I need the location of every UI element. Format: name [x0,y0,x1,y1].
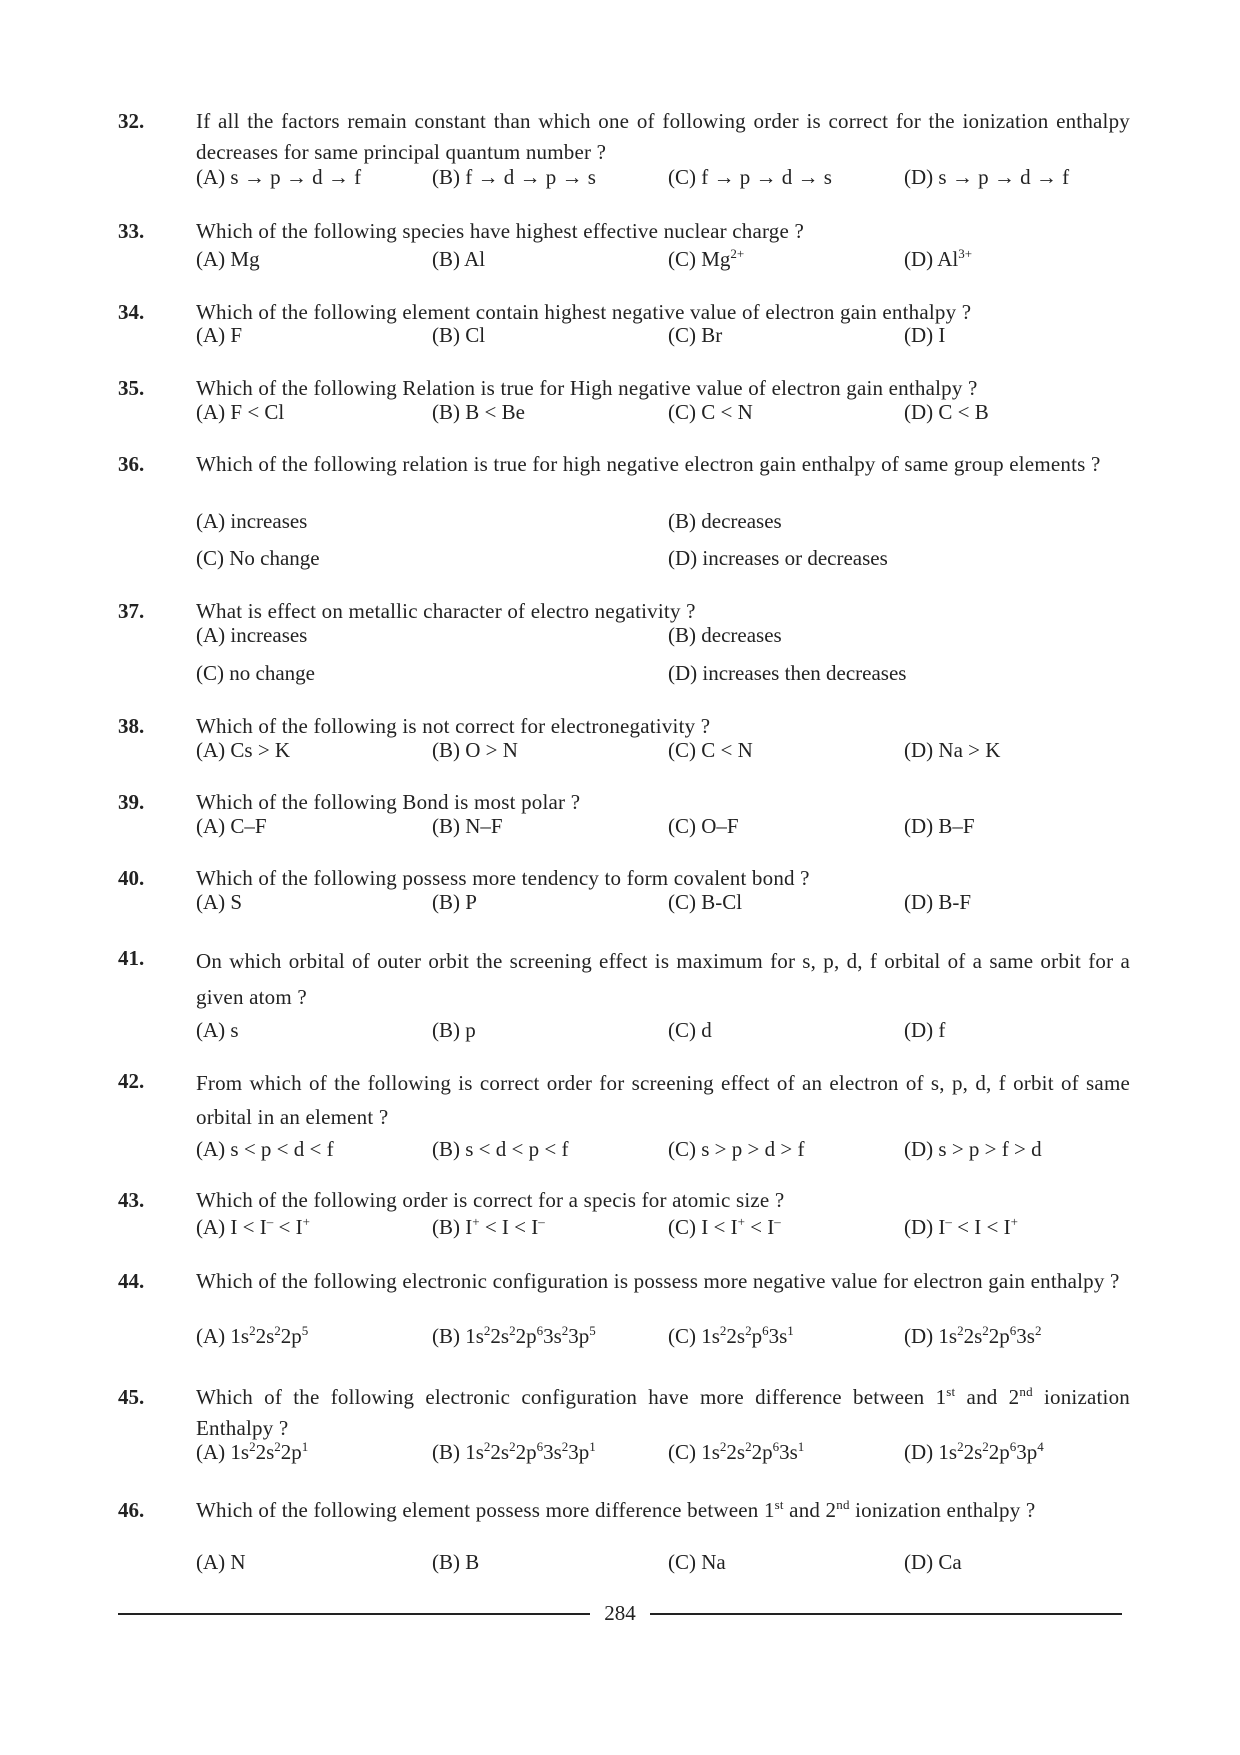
question-text: Which of the following is not correct for electronegativity ? [196,714,711,738]
answer-option: (B) $1s^22s^22p^63s^23p^1$ [432,1439,596,1464]
answer-option: (B) Al [432,247,486,271]
question-text: From which of the following is correct order for screening effect of an electron of s, p, d, f orbit of same orbital in an element ? [196,1071,1130,1129]
answer-option: (D) B–F [904,814,975,838]
question-number: 35. [118,376,145,400]
answer-option: (C) d [668,1018,712,1042]
question-text: Which of the following species have highest effective nuclear charge ? [196,219,804,243]
answer-option: (C) Br [668,323,723,347]
answer-option: (B) N–F [432,814,503,838]
answer-option: (B) $1s^22s^22p^63s^23p^5$ [432,1323,596,1348]
answer-option: (A) F [196,323,243,347]
answer-option: (C) s > p > d > f [668,1137,805,1161]
answer-option: (B) P [432,890,477,914]
question-number: 37. [118,599,145,623]
answer-option: (C) $1s^22s^2p^63s^1$ [668,1323,794,1348]
question-text: What is effect on metallic character of electro negativity ? [196,599,696,623]
question-number: 44. [118,1269,145,1293]
question-text: If all the factors remain constant than which one of following order is correct for the ionization enthalpy decreases for same principal quantum number ? [196,109,1130,164]
answer-option: (D) B-F [904,890,972,914]
answer-option: (B) B [432,1550,480,1574]
answer-option: (B) f → d → p → s [432,165,596,189]
answer-option: (B) B < Be [432,400,525,424]
question-number: 40. [118,866,145,890]
question-number: 34. [118,300,145,324]
answer-option: (D) $1s^22s^22p^63s^2$ [904,1323,1042,1348]
answer-option: (C) C < N [668,400,753,424]
question-text: Which of the following electronic configuration is possess more negative value for electron gain enthalpy ? [196,1269,1120,1293]
answer-option: (A) s < p < d < f [196,1137,334,1161]
question-number: 39. [118,790,145,814]
answer-option: (D) I– < I < I+ [904,1214,1018,1239]
answer-option: (A) S [196,890,243,914]
question-text: Which of the following order is correct for a specis for atomic size ? [196,1188,785,1212]
answer-option: (D) f [904,1018,946,1042]
question-text: Which of the following element possess more difference between 1st and 2nd ionization enthalpy ? [196,1497,1036,1522]
answer-option: (C) $1s^22s^22p^63s^1$ [668,1439,805,1464]
question-text: Which of the following Bond is most polar ? [196,790,581,814]
question-number: 43. [118,1188,145,1212]
answer-option: (C) no change [196,661,315,685]
question-text: Which of the following possess more tendency to form covalent bond ? [196,866,810,890]
answer-option: (A) Cs > K [196,738,291,762]
answer-option: (B) decreases [668,509,782,533]
answer-option: (A) increases [196,509,308,533]
question-number: 46. [118,1498,145,1522]
answer-option: (D) increases or decreases [668,546,888,570]
question-text: Which of the following relation is true for high negative electron gain enthalpy of same group elements ? [196,452,1101,476]
answer-option: (A) $1s^22s^22p^1$ [196,1439,309,1464]
answer-option: (D) increases then decreases [668,661,907,685]
answer-option: (A) s → p → d → f [196,165,362,189]
answer-option: (B) p [432,1018,476,1042]
answer-option: (D) $Al^{3+}$ [904,246,973,271]
answer-option: (D) s → p → d → f [904,165,1070,189]
question-number: 41. [118,946,145,970]
answer-option: (A) N [196,1550,246,1574]
answer-option: (A) C–F [196,814,267,838]
answer-option: (B) I+ < I < I– [432,1214,545,1239]
question-number: 36. [118,452,145,476]
question-number: 33. [118,219,145,243]
answer-option: (B) decreases [668,623,782,647]
answer-option: (C) C < N [668,738,753,762]
answer-option: (C) O–F [668,814,739,838]
answer-option: (B) O > N [432,738,518,762]
answer-option: (A) Mg [196,247,260,271]
answer-option: (C) Na [668,1550,726,1574]
page-number: 284 [604,1601,636,1625]
question-text: Which of the following Relation is true for High negative value of electron gain enthalpy ? [196,376,978,400]
question-text: Which of the following element contain highest negative value of electron gain enthalpy ? [196,300,972,324]
question-text: Which of the following electronic configuration have more difference between 1st and 2nd ionization Enthalpy ? [196,1384,1130,1440]
answer-option: (C) $Mg^{2+}$ [668,246,745,271]
answer-option: (A) I < I– < I+ [196,1214,310,1239]
answer-option: (A) $1s^22s^22p^5$ [196,1323,309,1348]
answer-option: (C) B-Cl [668,890,743,914]
answer-option: (A) F < Cl [196,400,285,424]
answer-option: (A) s [196,1018,239,1042]
answer-option: (D) Na > K [904,738,1001,762]
question-number: 32. [118,109,145,133]
answer-option: (D) s > p > f > d [904,1137,1042,1161]
answer-option: (C) f → p → d → s [668,165,832,189]
answer-option: (D) C < B [904,400,989,424]
question-number: 38. [118,714,145,738]
answer-option: (D) $1s^22s^22p^63p^4$ [904,1439,1044,1464]
answer-option: (A) increases [196,623,308,647]
question-text: On which orbital of outer orbit the screening effect is maximum for s, p, d, f orbital of a same orbit for a given atom ? [196,949,1130,1009]
answer-option: (D) I [904,323,946,347]
answer-option: (D) Ca [904,1550,962,1574]
question-number: 45. [118,1385,145,1409]
footer-rule-right [650,1613,1122,1615]
answer-option: (B) Cl [432,323,486,347]
answer-option: (C) No change [196,546,320,570]
answer-option: (C) I < I+ < I– [668,1214,781,1239]
question-number: 42. [118,1069,145,1093]
answer-option: (B) s < d < p < f [432,1137,569,1161]
